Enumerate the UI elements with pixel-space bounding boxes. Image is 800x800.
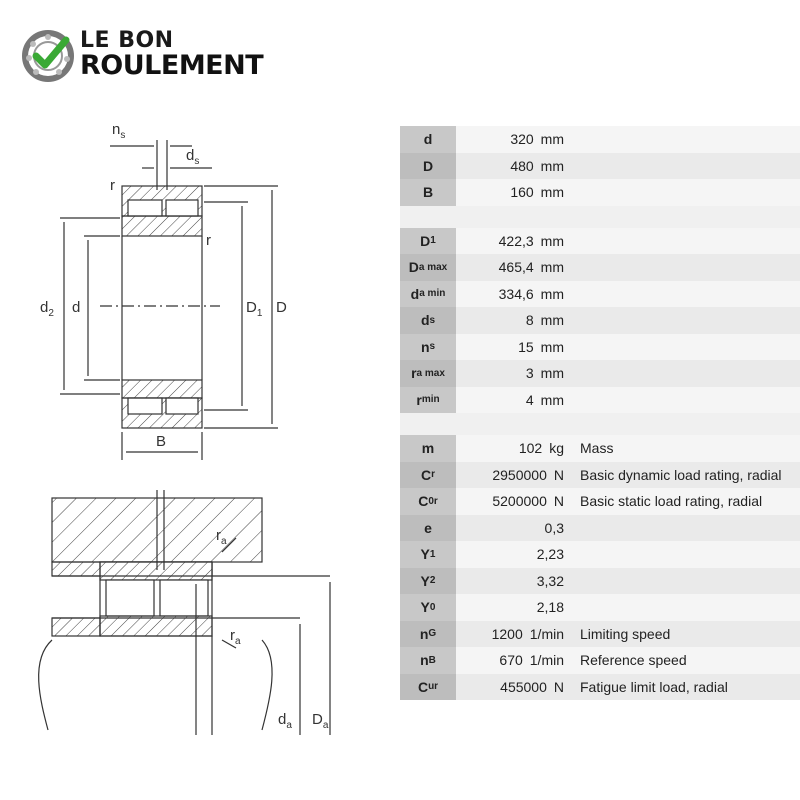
- spec-row: [400, 541, 800, 568]
- spec-symbol: C r: [400, 462, 456, 489]
- spec-symbol: D 1: [400, 228, 456, 255]
- spec-group-performance: [400, 435, 800, 700]
- brand-line2: ROULEMENT: [80, 50, 264, 81]
- label-d2: $d_2$: [40, 299, 54, 319]
- label-D1: $D_1$: [246, 299, 263, 319]
- spec-description: [570, 281, 800, 308]
- spec-row: [400, 435, 800, 462]
- spec-group-separator: [400, 413, 800, 435]
- spec-value: 320 mm: [456, 126, 570, 153]
- spec-description: [570, 307, 800, 334]
- spec-value: 4 mm: [456, 387, 570, 414]
- spec-description: Basic static load rating, radial: [570, 488, 800, 515]
- spec-value: 334,6 mm: [456, 281, 570, 308]
- spec-value: 480 mm: [456, 153, 570, 180]
- spec-row: [400, 254, 800, 281]
- spec-symbol: e: [400, 515, 456, 542]
- spec-description: Basic dynamic load rating, radial: [570, 462, 800, 489]
- spec-symbol: Y 1: [400, 541, 456, 568]
- spec-value: 465,4 mm: [456, 254, 570, 281]
- spec-value: 15 mm: [456, 334, 570, 361]
- spec-row: [400, 594, 800, 621]
- spec-description: [570, 515, 800, 542]
- spec-row: [400, 515, 800, 542]
- spec-value: 1200 1/min: [456, 621, 570, 648]
- spec-symbol: r a max: [400, 360, 456, 387]
- spec-row: [400, 179, 800, 206]
- spec-description: [570, 360, 800, 387]
- spec-symbol: n B: [400, 647, 456, 674]
- spec-description: [570, 387, 800, 414]
- spec-row: [400, 387, 800, 414]
- spec-value: 0,3: [456, 515, 570, 542]
- spec-value: 2950000 N: [456, 462, 570, 489]
- spec-value: 455000 N: [456, 674, 570, 701]
- spec-row: [400, 462, 800, 489]
- spec-symbol: C 0r: [400, 488, 456, 515]
- spec-row: [400, 281, 800, 308]
- spec-group-mounting: [400, 228, 800, 414]
- spec-value: 160 mm: [456, 179, 570, 206]
- spec-description: [570, 228, 800, 255]
- label-r-right: r: [206, 232, 211, 249]
- spec-value: 8 mm: [456, 307, 570, 334]
- spec-description: [570, 153, 800, 180]
- spec-value: 3 mm: [456, 360, 570, 387]
- spec-description: Reference speed: [570, 647, 800, 674]
- spec-symbol: d s: [400, 307, 456, 334]
- label-d: d: [72, 299, 81, 316]
- spec-description: [570, 126, 800, 153]
- spec-row: [400, 228, 800, 255]
- label-D: D: [276, 299, 287, 316]
- spec-row: [400, 647, 800, 674]
- spec-symbol: D a max: [400, 254, 456, 281]
- brand-line1: LE BON: [80, 28, 174, 53]
- label-ds: $d_s$: [186, 147, 200, 167]
- spec-symbol: d: [400, 126, 456, 153]
- label-Da: $D_a$: [312, 711, 329, 731]
- spec-table: [400, 126, 800, 700]
- spec-value: 5200000 N: [456, 488, 570, 515]
- spec-row: [400, 153, 800, 180]
- spec-description: [570, 179, 800, 206]
- label-ra-bot: $r_a$: [230, 627, 241, 647]
- spec-symbol: Y 2: [400, 568, 456, 595]
- spec-symbol: C ur: [400, 674, 456, 701]
- spec-value: 670 1/min: [456, 647, 570, 674]
- spec-value: 2,23: [456, 541, 570, 568]
- spec-symbol: n s: [400, 334, 456, 361]
- spec-row: [400, 568, 800, 595]
- spec-group-dimensions: [400, 126, 800, 206]
- spec-value: 422,3 mm: [456, 228, 570, 255]
- spec-symbol: Y 0: [400, 594, 456, 621]
- spec-row: [400, 307, 800, 334]
- spec-symbol: n G: [400, 621, 456, 648]
- mounting-view: [39, 490, 330, 735]
- spec-symbol: m: [400, 435, 456, 462]
- label-B: B: [156, 433, 167, 450]
- spec-description: [570, 254, 800, 281]
- spec-description: [570, 541, 800, 568]
- spec-symbol: d a min: [400, 281, 456, 308]
- spec-row: [400, 126, 800, 153]
- label-da: $d_a$: [278, 711, 292, 731]
- spec-description: Fatigue limit load, radial: [570, 674, 800, 701]
- spec-group-separator: [400, 206, 800, 228]
- spec-row: [400, 621, 800, 648]
- spec-symbol: r min: [400, 387, 456, 414]
- spec-value: 102 kg: [456, 435, 570, 462]
- label-r-top: r: [110, 177, 115, 194]
- spec-row: [400, 488, 800, 515]
- spec-row: [400, 360, 800, 387]
- spec-row: [400, 334, 800, 361]
- spec-value: 3,32: [456, 568, 570, 595]
- label-ns: $n_s$: [112, 121, 126, 141]
- spec-description: [570, 568, 800, 595]
- spec-value: 2,18: [456, 594, 570, 621]
- spec-symbol: B: [400, 179, 456, 206]
- spec-row: [400, 674, 800, 701]
- label-ra-top: $r_a$: [216, 527, 227, 547]
- spec-description: [570, 594, 800, 621]
- spec-description: Limiting speed: [570, 621, 800, 648]
- spec-description: [570, 334, 800, 361]
- spec-symbol: D: [400, 153, 456, 180]
- spec-description: Mass: [570, 435, 800, 462]
